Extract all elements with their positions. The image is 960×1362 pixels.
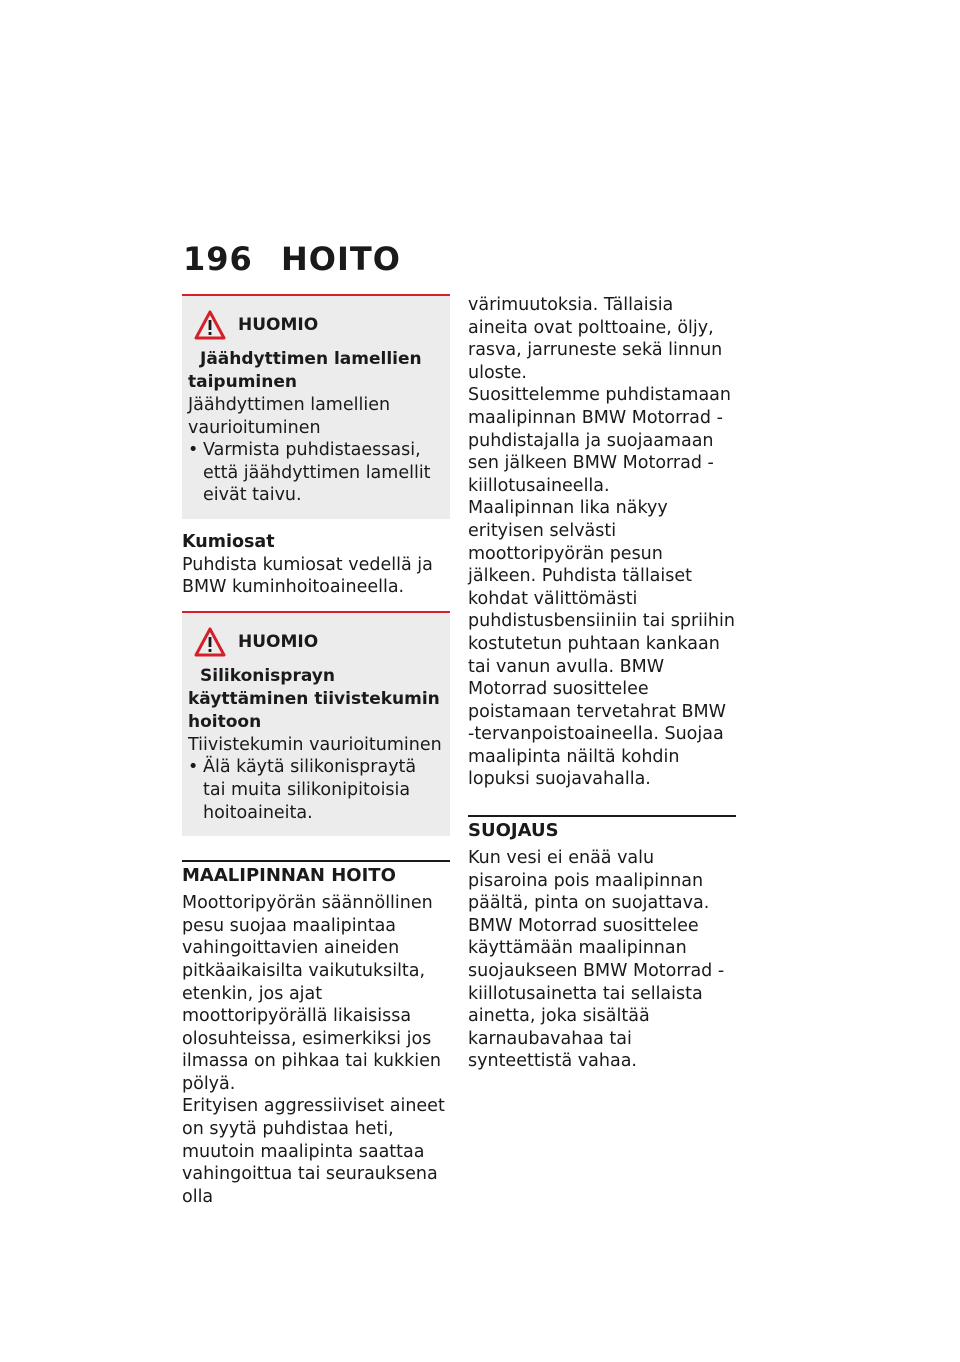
section-protection — [468, 815, 736, 1073]
warning-triangle-icon — [194, 627, 226, 657]
notice-box-radiator — [182, 294, 450, 519]
left-column — [182, 294, 450, 1208]
notice-title: Jäähdyttimen lamellien taipuminen — [188, 349, 422, 392]
paragraph: Maalipinnan lika näkyy erityisen selvästi moottoripyörän pesun jälkeen. Puhdista tällaiset kohdat välittömästi puhdistusbensiiniin tai spriihin kostutetun puhtaan kankaan tai vanun avulla. BMW Motorrad suosittelee poistamaan tervetahrat BMW -tervanpoistoaineella. Suojaa maalipinta näiltä kohdin lopuksi suojavahalla. — [468, 498, 735, 790]
notice-label: HUOMIO — [238, 315, 319, 335]
paragraph: Erityisen aggressiiviset aineet on syytä puhdistaa heti, muutoin maalipinta saattaa vahingoittua tai seurauksena olla — [182, 1096, 445, 1207]
paragraph: BMW Motorrad suosittelee käyttämään maalipinnan suojaukseen BMW Motorrad -kiillotusainetta tai sellaista ainetta, joka sisältää karnaubavahaa tai synteettistä vahaa. — [468, 915, 725, 1072]
notice-bullet: • Älä käytä silikonispraytä tai muita silikonipitoisia hoitoaineita. — [188, 756, 442, 824]
chapter-title: HOITO — [281, 240, 401, 278]
notice-box-silicone — [182, 611, 450, 836]
notice-risk: Jäähdyttimen lamellien vaurioituminen — [188, 395, 391, 438]
paragraph: värimuutoksia. Tällaisia aineita ovat polttoaine, öljy, rasva, jarruneste sekä linnun uloste. — [468, 295, 723, 383]
page-header — [183, 240, 401, 278]
section-title: MAALIPINNAN HOITO — [182, 865, 396, 887]
warning-triangle-icon — [194, 310, 226, 340]
notice-label: HUOMIO — [238, 631, 319, 652]
rubber-parts-heading: Kumiosat — [182, 531, 275, 552]
paragraph: Suosittelemme puhdistamaan maalipinnan BMW Motorrad -puhdistajalla ja suojaamaan sen jälkeen BMW Motorrad -kiillotusaineella. — [468, 385, 731, 496]
section-title: SUOJAUS — [468, 820, 559, 842]
notice-header — [194, 627, 442, 657]
section-paint-care — [182, 860, 450, 1208]
notice-title: Silikonisprayn käyttäminen tiivistekumin hoitoon — [188, 665, 440, 732]
rubber-parts-text: Puhdista kumiosat vedellä ja BMW kuminhoitoaineella. — [182, 554, 433, 598]
paragraph: Kun vesi ei enää valu pisaroina pois maalipinnan päältä, pinta on suojattava. — [468, 848, 710, 914]
right-column — [468, 294, 736, 1073]
notice-risk: Tiivistekumin vaurioituminen — [188, 734, 442, 755]
notice-bullet: • Varmista puhdistaessasi, että jäähdyttimen lamellit eivät taivu. — [188, 439, 442, 507]
paragraph: Moottoripyörän säännöllinen pesu suojaa maalipintaa vahingoittavien aineiden pitkäaikaisilta vaikutuksilta, etenkin, jos ajat moottoripyörällä likaisissa olosuhteissa, esimerkiksi jos ilmassa on pihkaa tai kukkien pölyä. — [182, 893, 441, 1094]
notice-header — [194, 310, 442, 340]
page-number: 196 — [183, 240, 253, 278]
